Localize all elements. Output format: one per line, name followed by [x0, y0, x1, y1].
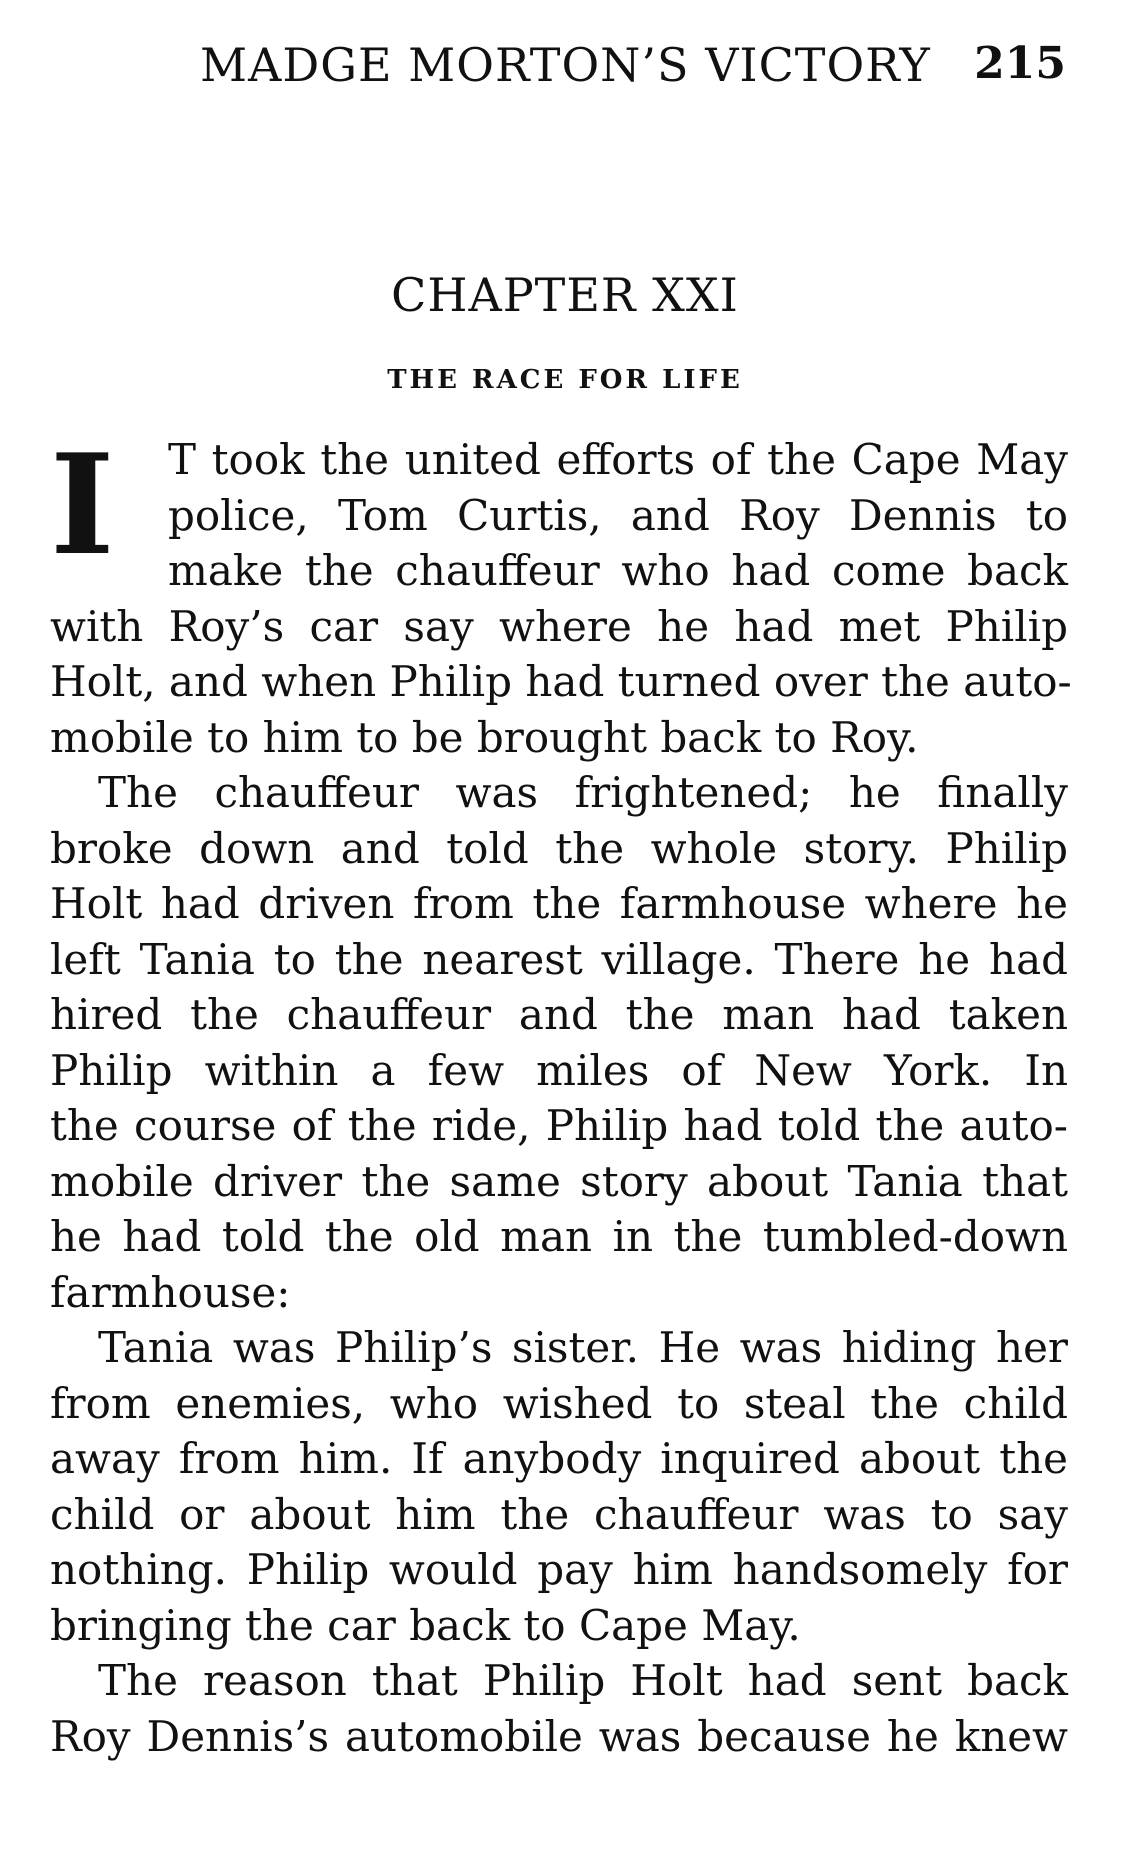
- text-line: nothing. Philip would pay him handsomely for: [50, 1545, 1068, 1594]
- text-line: Roy Dennis’s automobile was because he knew: [50, 1711, 1068, 1761]
- text-line: farmhouse:: [50, 1267, 291, 1317]
- text-line: the course of the ride, Philip had told the auto-: [50, 1101, 1068, 1150]
- text-line: hired the chauffeur and the man had taken: [50, 990, 1068, 1039]
- text-line: mobile to him to be brought back to Roy.: [50, 712, 919, 762]
- text-line: he had told the old man in the tumbled-down: [50, 1212, 1068, 1261]
- drop-cap: I: [50, 423, 115, 586]
- chapter-title: THE RACE FOR LIFE: [387, 365, 743, 395]
- text-line: make the chauffeur who had come back: [168, 546, 1068, 595]
- text-line: T took the united efforts of the Cape May: [168, 435, 1068, 484]
- page-number: 215: [974, 38, 1066, 89]
- text-line: away from him. If anybody inquired about the: [50, 1434, 1068, 1483]
- text-line: from enemies, who wished to steal the child: [50, 1378, 1068, 1428]
- text-line: police, Tom Curtis, and Roy Dennis to: [168, 490, 1068, 540]
- running-head: [0, 38, 1130, 108]
- text-line: with Roy’s car say where he had met Philip: [50, 601, 1068, 651]
- chapter-number: CHAPTER XXI: [391, 268, 739, 322]
- text-line: Philip within a few miles of New York. In: [50, 1045, 1068, 1095]
- text-line: left Tania to the nearest village. There he had: [50, 934, 1068, 984]
- text-line: child or about him the chauffeur was to say: [50, 1489, 1068, 1539]
- text-line: Holt, and when Philip had turned over the auto-: [50, 657, 1072, 706]
- text-line: bringing the car back to Cape May.: [50, 1600, 801, 1650]
- body-text: [50, 423, 1072, 1764]
- text-line: mobile driver the same story about Tania that: [50, 1156, 1068, 1206]
- text-line: Tania was Philip’s sister. He was hiding her: [98, 1323, 1068, 1372]
- text-line: broke down and told the whole story. Philip: [50, 823, 1068, 873]
- running-title: MADGE MORTON’S VICTORY: [200, 38, 931, 92]
- text-line: Holt had driven from the farmhouse where he: [50, 879, 1068, 928]
- text-line: The chauffeur was frightened; he finally: [98, 768, 1068, 817]
- text-line: The reason that Philip Holt had sent back: [98, 1656, 1068, 1705]
